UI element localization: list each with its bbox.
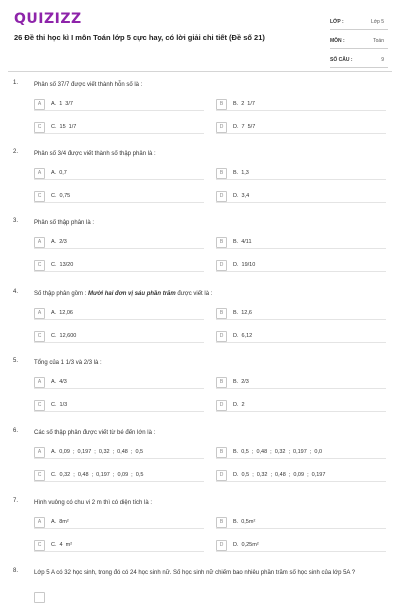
question-text bbox=[34, 289, 389, 299]
option-text: D. 6,12 bbox=[233, 333, 253, 339]
option-text: D. 0,25m² bbox=[233, 542, 259, 548]
option-letter-badge: B bbox=[216, 308, 227, 319]
option-letter-badge: C bbox=[34, 470, 45, 481]
question-text: Phân số 37/7 được viết thành hỗn số là : bbox=[34, 82, 143, 88]
option-text: D. 7 5/7 bbox=[233, 124, 256, 130]
option-letter-badge: C bbox=[34, 191, 45, 202]
question-text: Tổng của 1 1/3 và 2/3 là : bbox=[34, 360, 102, 366]
answer-option-d[interactable] bbox=[216, 539, 386, 552]
answer-box[interactable] bbox=[34, 592, 45, 603]
option-letter-badge: B bbox=[216, 99, 227, 110]
option-letter-badge: A bbox=[34, 377, 45, 388]
option-letter-badge: D bbox=[216, 400, 227, 411]
option-letter-badge: B bbox=[216, 447, 227, 458]
answer-option-d[interactable] bbox=[216, 259, 386, 272]
meta-label-grade: LỚP : bbox=[330, 18, 344, 25]
option-letter-badge: C bbox=[34, 540, 45, 551]
option-text: D. 19/10 bbox=[233, 262, 256, 268]
answer-option-c[interactable] bbox=[34, 121, 204, 134]
answer-option-b[interactable] bbox=[216, 376, 386, 389]
header-divider bbox=[8, 71, 392, 72]
question-number: 6. bbox=[13, 428, 19, 434]
option-letter-badge: A bbox=[34, 168, 45, 179]
option-text: B. 2 1/7 bbox=[233, 101, 255, 107]
option-text: C. 1/3 bbox=[51, 402, 68, 408]
option-letter-badge: D bbox=[216, 260, 227, 271]
option-text: B. 2/3 bbox=[233, 379, 249, 385]
option-letter-badge: B bbox=[216, 517, 227, 528]
worksheet-header bbox=[0, 0, 400, 66]
option-text: B. 0,5 ; 0,48 ; 0,32 ; 0,197 ; 0,0 bbox=[233, 449, 323, 455]
answer-option-c[interactable] bbox=[34, 539, 204, 552]
answer-option-c[interactable] bbox=[34, 190, 204, 203]
option-text: A. 1 3/7 bbox=[51, 101, 73, 107]
question-number: 2. bbox=[13, 149, 19, 155]
option-letter-badge: D bbox=[216, 540, 227, 551]
option-letter-badge: A bbox=[34, 237, 45, 248]
answer-option-c[interactable] bbox=[34, 259, 204, 272]
answer-option-a[interactable] bbox=[34, 516, 204, 529]
option-text: A. 4/3 bbox=[51, 379, 67, 385]
answer-option-d[interactable] bbox=[216, 469, 386, 482]
meta-value-grade: Lớp 5 bbox=[370, 18, 384, 25]
answer-option-c[interactable] bbox=[34, 399, 204, 412]
option-text: A. 12,06 bbox=[51, 310, 73, 316]
meta-value-subject: Toán bbox=[373, 37, 384, 44]
option-letter-badge: A bbox=[34, 99, 45, 110]
question-text: Lớp 5 A có 32 học sinh, trong đó có 24 học sinh nữ. Số học sinh nữ chiếm bao nhiêu phần trăm số học sinh của lớp 5A ? bbox=[34, 570, 356, 576]
option-letter-badge: A bbox=[34, 308, 45, 319]
option-text: A. 0,7 bbox=[51, 170, 67, 176]
question-number: 5. bbox=[13, 358, 19, 364]
option-letter-badge: D bbox=[216, 122, 227, 133]
answer-option-d[interactable] bbox=[216, 330, 386, 343]
option-text: D. 0,5 ; 0,32 ; 0,48 ; 0,09 ; 0,197 bbox=[233, 472, 326, 478]
option-letter-badge: A bbox=[34, 447, 45, 458]
option-letter-badge: B bbox=[216, 168, 227, 179]
option-letter-badge: D bbox=[216, 470, 227, 481]
answer-option-a[interactable] bbox=[34, 167, 204, 180]
answer-option-b[interactable] bbox=[216, 307, 386, 320]
meta-label-count: SỐ CÂU : bbox=[330, 56, 353, 63]
answer-option-b[interactable] bbox=[216, 98, 386, 111]
question-text-emphasis: Mười hai đơn vị sáu phần trăm bbox=[88, 291, 176, 297]
question-text: Phân số thập phân là : bbox=[34, 220, 95, 226]
option-text: C. 13/20 bbox=[51, 262, 74, 268]
answer-option-b[interactable] bbox=[216, 236, 386, 249]
option-text: A. 8m² bbox=[51, 519, 69, 525]
answer-option-d[interactable] bbox=[216, 121, 386, 134]
worksheet-meta bbox=[330, 14, 388, 71]
option-text: B. 12,6 bbox=[233, 310, 252, 316]
question-text-part: được viết là : bbox=[175, 291, 213, 297]
answer-option-b[interactable] bbox=[216, 446, 386, 459]
option-letter-badge: C bbox=[34, 260, 45, 271]
question-number: 8. bbox=[13, 568, 19, 574]
answer-option-c[interactable] bbox=[34, 330, 204, 343]
option-letter-badge: D bbox=[216, 191, 227, 202]
meta-label-subject: MÔN : bbox=[330, 37, 345, 44]
answer-option-d[interactable] bbox=[216, 190, 386, 203]
option-text: C. 0,75 bbox=[51, 193, 71, 199]
option-text: C. 4 m² bbox=[51, 542, 73, 548]
option-text: C. 15 1/7 bbox=[51, 124, 77, 130]
option-text: A. 0,09 ; 0,197 ; 0,32 ; 0,48 ; 0,5 bbox=[51, 449, 144, 455]
option-letter-badge: C bbox=[34, 400, 45, 411]
answer-option-b[interactable] bbox=[216, 167, 386, 180]
option-text: A. 2/3 bbox=[51, 239, 67, 245]
worksheet-title: 26 Đề thi học kì I môn Toán lớp 5 cực hay, có lời giải chi tiết (Đề số 21) bbox=[14, 33, 265, 42]
quizizz-logo: QUIZIZZ bbox=[14, 11, 82, 27]
question-number: 4. bbox=[13, 289, 19, 295]
answer-option-a[interactable] bbox=[34, 376, 204, 389]
option-letter-badge: C bbox=[34, 331, 45, 342]
answer-option-d[interactable] bbox=[216, 399, 386, 412]
option-text: D. 3,4 bbox=[233, 193, 250, 199]
option-text: C. 0,32 ; 0,48 ; 0,197 ; 0,09 ; 0,5 bbox=[51, 472, 144, 478]
question-text: Phân số 3/4 được viết thành số thập phân là : bbox=[34, 151, 156, 157]
meta-row-count bbox=[330, 52, 388, 68]
answer-option-a[interactable] bbox=[34, 307, 204, 320]
answer-option-a[interactable] bbox=[34, 446, 204, 459]
answer-option-a[interactable] bbox=[34, 236, 204, 249]
meta-row-subject bbox=[330, 33, 388, 49]
option-letter-badge: B bbox=[216, 237, 227, 248]
question-text: Hình vuông có chu vi 2 m thì có diện tích là : bbox=[34, 500, 153, 506]
option-text: C. 12,600 bbox=[51, 333, 77, 339]
question-text: Các số thập phân được viết từ bé đến lớn là : bbox=[34, 430, 156, 436]
option-text: D. 2 bbox=[233, 402, 245, 408]
option-letter-badge: B bbox=[216, 377, 227, 388]
option-text: B. 1,3 bbox=[233, 170, 249, 176]
question-number: 3. bbox=[13, 218, 19, 224]
meta-value-count: 9 bbox=[381, 56, 384, 63]
answer-option-a[interactable] bbox=[34, 98, 204, 111]
option-letter-badge: C bbox=[34, 122, 45, 133]
answer-option-c[interactable] bbox=[34, 469, 204, 482]
meta-row-grade bbox=[330, 14, 388, 30]
option-letter-badge: A bbox=[34, 517, 45, 528]
option-letter-badge: D bbox=[216, 331, 227, 342]
question-number: 7. bbox=[13, 498, 19, 504]
question-text-part: Số thập phân gồm : bbox=[34, 291, 89, 297]
option-text: B. 0,5m² bbox=[233, 519, 256, 525]
answer-option-b[interactable] bbox=[216, 516, 386, 529]
option-text: B. 4/11 bbox=[233, 239, 252, 245]
question-number: 1. bbox=[13, 80, 19, 86]
